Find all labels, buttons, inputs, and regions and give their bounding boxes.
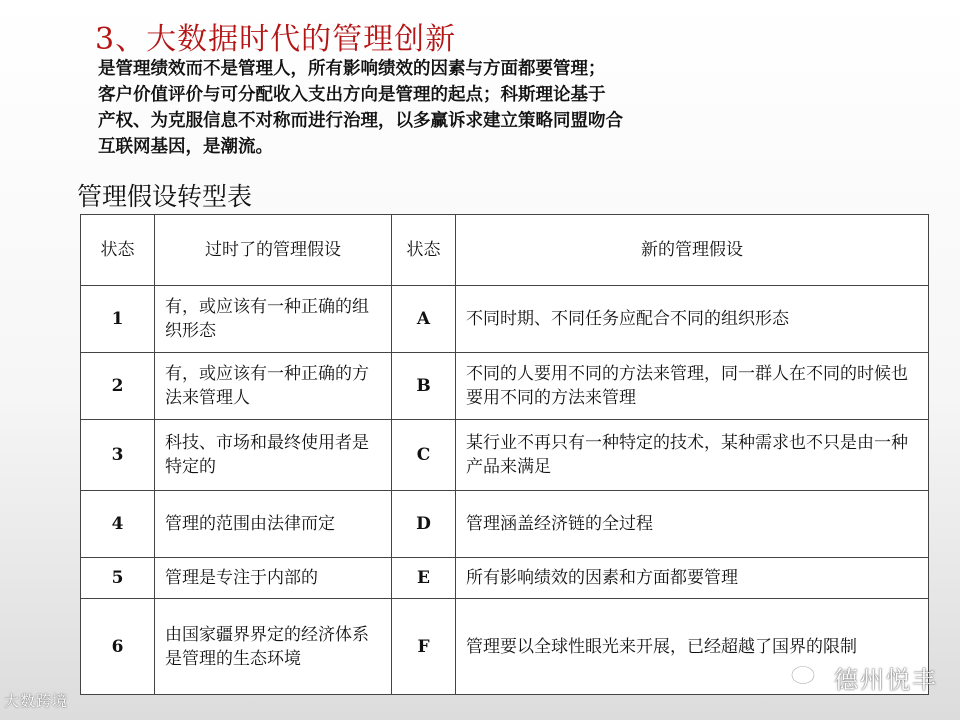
- header-old-assumption: 过时了的管理假设: [155, 215, 392, 286]
- new-assumption-cell: 不同时期、不同任务应配合不同的组织形态: [456, 286, 929, 353]
- table-row: [81, 558, 929, 599]
- watermark-right-text: 德州悦丰: [834, 665, 938, 694]
- new-status-cell: C: [392, 420, 456, 491]
- new-status-cell: F: [392, 599, 456, 695]
- old-status-cell: 3: [81, 420, 155, 491]
- new-assumption-cell: 所有影响绩效的因素和方面都要管理: [456, 558, 929, 599]
- new-assumption-cell: 不同的人要用不同的方法来管理，同一群人在不同的时候也要用不同的方法来管理: [456, 353, 929, 420]
- new-status-cell: A: [392, 286, 456, 353]
- intro-line: 是管理绩效而不是管理人，所有影响绩效的因素与方面都要管理；: [98, 59, 606, 79]
- slide-title: 3、大数据时代的管理创新: [95, 22, 457, 57]
- management-assumption-table: [80, 214, 929, 695]
- new-status-cell: B: [392, 353, 456, 420]
- header-new-assumption: 新的管理假设: [456, 215, 929, 286]
- intro-line: 产权、为克服信息不对称而进行治理，以多赢诉求建立策略同盟吻合: [98, 111, 623, 131]
- header-new-status: 状态: [392, 215, 456, 286]
- old-assumption-cell: 有，或应该有一种正确的方法来管理人: [155, 353, 392, 420]
- old-assumption-cell: 由国家疆界界定的经济体系是管理的生态环境: [155, 599, 392, 695]
- new-status-cell: E: [392, 558, 456, 599]
- old-status-cell: 2: [81, 353, 155, 420]
- intro-paragraph: [98, 56, 778, 160]
- wechat-icon: [790, 665, 826, 689]
- table-row: [81, 286, 929, 353]
- new-assumption-cell: 管理涵盖经济链的全过程: [456, 491, 929, 558]
- new-status-cell: D: [392, 491, 456, 558]
- old-assumption-cell: 有，或应该有一种正确的组织形态: [155, 286, 392, 353]
- old-status-cell: 5: [81, 558, 155, 599]
- watermark-left: 大数跨境: [4, 692, 69, 710]
- old-assumption-cell: 科技、市场和最终使用者是特定的: [155, 420, 392, 491]
- new-assumption-cell: 某行业不再只有一种特定的技术，某种需求也不只是由一种产品来满足: [456, 420, 929, 491]
- old-status-cell: 6: [81, 599, 155, 695]
- old-assumption-cell: 管理是专注于内部的: [155, 558, 392, 599]
- header-old-status: 状态: [81, 215, 155, 286]
- old-status-cell: 4: [81, 491, 155, 558]
- old-assumption-cell: 管理的范围由法律而定: [155, 491, 392, 558]
- table-header-row: [81, 215, 929, 286]
- table-row: [81, 353, 929, 420]
- old-status-cell: 1: [81, 286, 155, 353]
- table-row: [81, 420, 929, 491]
- table-row: [81, 491, 929, 558]
- new-assumption-cell: 管理要以全球性眼光来开展，已经超越了国界的限制: [456, 599, 929, 695]
- table-title: 管理假设转型表: [77, 182, 253, 211]
- intro-line: 互联网基因，是潮流。: [98, 137, 273, 157]
- intro-line: 客户价值评价与可分配收入支出方向是管理的起点；科斯理论基于: [98, 85, 606, 105]
- watermark-right: [790, 662, 938, 692]
